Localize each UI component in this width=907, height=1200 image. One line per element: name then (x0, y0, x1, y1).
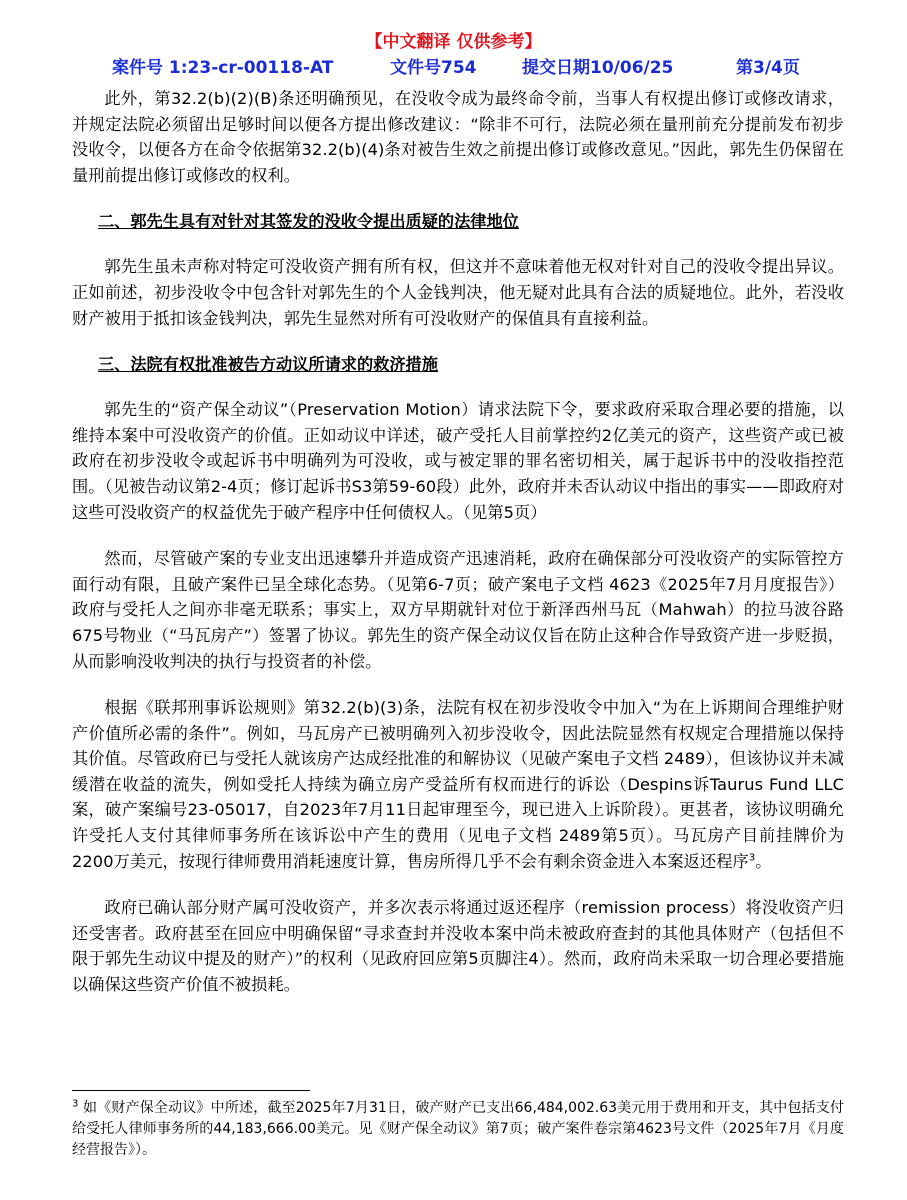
paragraph-rule-32-2 (72, 695, 844, 874)
document-header (0, 55, 907, 81)
filed-date: 提交日期10/06/25 (522, 58, 674, 78)
page-number: 第3/4页 (736, 58, 800, 78)
footnote (72, 1098, 844, 1161)
paragraph-preservation-motion: 郭先生的“资产保全动议”（Preservation Motion）请求法院下令，要求政府采取合理必要的措施，以维持本案中可没收资产的价值。正如动议中详述，破产受托人目前掌控约2亿美元的资产，这些资产或已被政府在初步没收令或起诉书中明确列为可没收，或与被定罪的罪名密切相关，属于起诉书中的没收指控范围。（见被告动议第2-4页；修订起诉书S3第59-60段）此外，政府并未否认动议中指出的事实——即政府对这些可没收资产的权益优先于破产程序中任何债权人。（见第5页） (72, 400, 844, 522)
document-body (72, 86, 844, 1019)
paragraph-standing: 郭先生虽未声称对特定可没收资产拥有所有权，但这并不意味着他无权对针对自己的没收令提出异议。正如前述，初步没收令中包含针对郭先生的个人金钱判决，他无疑对此具有合法的质疑地位。此外，若没收财产被用于抵扣该金钱判决，郭先生显然对所有可没收财产的保值具有直接利益。 (72, 257, 844, 328)
section-heading-relief: 三、法院有权批准被告方动议所请求的救济措施 (98, 355, 438, 375)
paragraph-remission: 政府已确认部分财产属可没收资产，并多次表示将通过返还程序（remission process）将没收资产归还受害者。政府甚至在回应中明确保留“寻求查封并没收本案中尚未被政府查封的其他具体财产（包括但不限于郭先生动议中提及的财产）”的权利（见政府回应第5页脚注4）。然而，政府尚未采取一切合理必要措施以确保这些资产价值不被损耗。 (72, 898, 844, 995)
case-number: 案件号 1:23-cr-00118-AT (112, 58, 334, 78)
document-number: 文件号754 (390, 58, 477, 78)
paragraph-rule-32-2-text: 根据《联邦刑事诉讼规则》第32.2(b)(3)条，法院有权在初步没收令中加入“为在上诉期间合理维护财产价值所必需的条件”。例如，马瓦房产已被明确列入初步没收令，因此法院显然有权规定合理措施以保持其价值。尽管政府已与受托人就该房产达成经批准的和解协议（见破产案电子文档 2489），但该协议并未减缓潜在收益的流失，例如受托人持续为确立房产受益所有权而进行的诉讼（Despins诉Taurus Fund LLC案，破产案编号23-05017，自2023年7月11日起审理至今，现已进入上诉阶段）。更甚者，该协议明确允许受托人支付其律师事务所在该诉讼中产生的费用（见电子文档 2489第5页）。马瓦房产目前挂牌价为2200万美元，按现行律师费用消耗速度计算，售房所得几乎不会有剩余资金进入本案返还程序 (72, 698, 844, 871)
paragraph-bankruptcy-expenses: 然而，尽管破产案的专业支出迅速攀升并造成资产迅速消耗，政府在确保部分可没收资产的实际管控方面行动有限，且破产案件已呈全球化态势。（见第6-7页；破产案电子文档 4623《2025年7月月度报告》）政府与受托人之间亦非毫无联系；事实上，双方早期就针对位于新泽西州马瓦（Mahwah）的拉马波谷路675号物业（“马瓦房产”）签署了协议。郭先生的资产保全动议仅旨在防止这种合作导致资产进一步贬损，从而影响没收判决的执行与投资者的补偿。 (72, 549, 844, 671)
section-heading-standing: 二、郭先生具有对针对其签发的没收令提出质疑的法律地位 (98, 212, 519, 232)
footnote-text: 如《财产保全动议》中所述，截至2025年7月31日，破产财产已支出66,484,002.63美元用于费用和开支，其中包括支付给受托人律师事务所的44,183,666.00美元。见《财产保全动议》第7页；破产案件卷宗第4623号文件（2025年7月《月度经营报告》）。 (72, 1100, 844, 1158)
paragraph-rule-32-2-end: 。 (755, 851, 772, 871)
paragraph-amendment-rights: 此外，第32.2(b)(2)(B)条还明确预见，在没收令成为最终命令前，当事人有权提出修订或修改请求，并规定法院必须留出足够时间以便各方提出修改建议：“除非不可行，法院必须在量刑前充分提前发布初步没收令，以便各方在命令依据第32.2(b)(4)条对被告生效之前提出修订或修改意见。”因此，郭先生仍保留在量刑前提出修订或修改的权利。 (72, 89, 844, 185)
translation-banner: 【中文翻译 仅供参考】 (365, 32, 542, 52)
footnote-divider (72, 1090, 310, 1091)
footnote-reference: 3 (748, 852, 756, 864)
footnote-marker: 3 (72, 1098, 79, 1110)
